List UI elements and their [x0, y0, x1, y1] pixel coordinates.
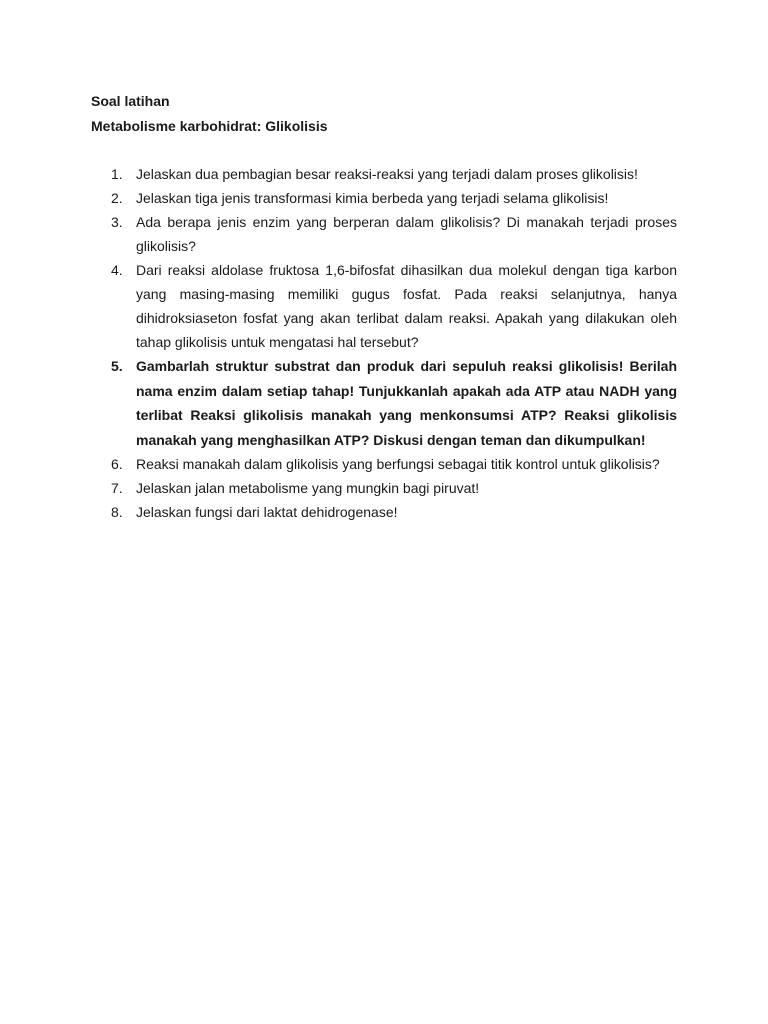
document-subtitle: Metabolisme karbohidrat: Glikolisis [91, 118, 328, 134]
question-number: 8. [111, 504, 123, 520]
question-item [91, 210, 677, 258]
question-text: Gambarlah struktur substrat dan produk dari sepuluh reaksi glikolisis! Berilah nama enzim dalam setiap tahap! Tunjukkanlah apakah ada ATP atau NADH yang terlibat Reaksi glikolisis manakah yang menkonsumsi ATP? Reaksi glikolisis manakah yang menghasilkan ATP? Diskusi dengan teman dan dikumpulkan! [136, 358, 677, 448]
question-text: Reaksi manakah dalam glikolisis yang berfungsi sebagai titik kontrol untuk glikolisis? [136, 456, 660, 472]
question-number: 6. [111, 456, 123, 472]
question-list [91, 162, 677, 524]
question-text: Jelaskan fungsi dari laktat dehidrogenase! [136, 504, 398, 520]
question-item-highlighted [91, 354, 677, 452]
question-item [91, 500, 677, 524]
question-number: 7. [111, 480, 123, 496]
document-title: Soal latihan [91, 93, 170, 109]
question-item [91, 258, 677, 354]
question-item [91, 186, 677, 210]
question-text: Jelaskan tiga jenis transformasi kimia berbeda yang terjadi selama glikolisis! [136, 190, 609, 206]
question-number: 4. [111, 262, 123, 278]
question-item [91, 476, 677, 500]
question-item [91, 162, 677, 186]
question-text: Jelaskan dua pembagian besar reaksi-reaksi yang terjadi dalam proses glikolisis! [136, 166, 638, 182]
question-item [91, 452, 677, 476]
question-text: Dari reaksi aldolase fruktosa 1,6-bifosfat dihasilkan dua molekul dengan tiga karbon yang masing-masing memiliki gugus fosfat. Pada reaksi selanjutnya, hanya dihidroksiaseton fosfat yang akan terlibat dalam reaksi. Apakah yang dilakukan oleh tahap glikolisis untuk mengatasi hal tersebut? [136, 262, 677, 350]
question-number: 5. [111, 358, 123, 374]
question-number: 3. [111, 214, 123, 230]
question-text: Ada berapa jenis enzim yang berperan dalam glikolisis? Di manakah terjadi proses glikolisis? [136, 214, 677, 254]
question-number: 1. [111, 166, 123, 182]
question-number: 2. [111, 190, 123, 206]
question-text: Jelaskan jalan metabolisme yang mungkin bagi piruvat! [136, 480, 480, 496]
